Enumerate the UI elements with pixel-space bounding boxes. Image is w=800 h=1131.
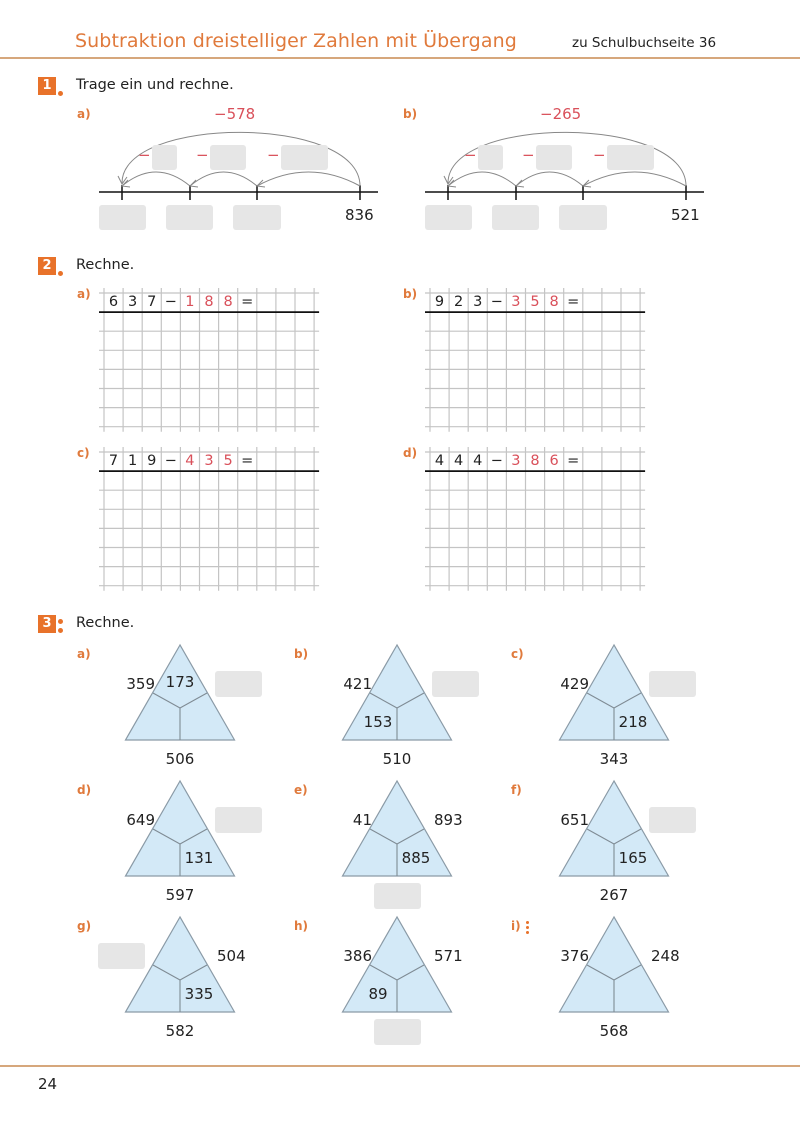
- minus-sign: −: [267, 146, 280, 164]
- grid-cell-value: 4: [453, 453, 464, 469]
- grid-cell-value: 8: [204, 294, 214, 310]
- difficulty-dot-icon: [58, 271, 63, 276]
- grid-cell-value: 3: [204, 453, 214, 469]
- task-number-badge: 2: [38, 257, 56, 275]
- grid-cell-value: 5: [530, 294, 540, 310]
- subtask-label: g): [77, 919, 92, 933]
- answer-input-box[interactable]: [215, 807, 262, 833]
- grid-cell-value: 3: [127, 294, 138, 310]
- right-outer-number: 571: [434, 947, 463, 965]
- right-outer-number: 893: [434, 811, 463, 829]
- difficulty-dot-icon: [526, 931, 529, 934]
- number-triangle: [554, 917, 674, 1017]
- start-value: 836: [345, 206, 374, 224]
- result-input-box[interactable]: [425, 205, 472, 230]
- bottom-outer-number: 582: [165, 1022, 195, 1040]
- grid-cell-value: 4: [185, 453, 195, 469]
- bottom-outer-number: 506: [165, 750, 195, 768]
- difficulty-dot-icon: [58, 91, 63, 96]
- grid-cell-value: 6: [549, 453, 559, 469]
- answer-input-box[interactable]: [374, 883, 421, 909]
- bottom-left-inner-number: 153: [363, 713, 393, 731]
- grid-cell-value: 7: [147, 294, 157, 310]
- grid-cell-value: 3: [473, 294, 483, 310]
- subtask-label: e): [294, 783, 308, 797]
- difficulty-dot-icon: [58, 619, 63, 624]
- start-value: 521: [671, 206, 700, 224]
- grid-cell-value: 8: [530, 453, 540, 469]
- subtask-label: b): [403, 287, 418, 301]
- task-instruction: Rechne.: [76, 257, 135, 273]
- grid-cell-value: −: [164, 453, 177, 469]
- result-input-box[interactable]: [559, 205, 607, 230]
- subtask-label: h): [294, 919, 309, 933]
- left-outer-number: 376: [560, 947, 589, 965]
- subtask-label: i): [511, 919, 521, 933]
- grid-cell-value: 3: [511, 453, 521, 469]
- answer-input-box[interactable]: [215, 671, 262, 697]
- answer-input-box[interactable]: [649, 807, 696, 833]
- bottom-outer-number: 597: [165, 886, 195, 904]
- bottom-right-inner-number: 131: [184, 849, 214, 867]
- subtask-label: b): [403, 107, 418, 121]
- task-number-badge: 3: [38, 615, 56, 633]
- result-input-box[interactable]: [166, 205, 213, 230]
- grid-cell-value: 7: [108, 453, 119, 469]
- task-number-badge: 1: [38, 77, 56, 95]
- top-inner-number: 173: [165, 673, 195, 691]
- grid-cell-value: 1: [127, 453, 138, 469]
- jump-total-label: −265: [540, 105, 582, 123]
- subtask-label: c): [77, 446, 90, 460]
- subtask-label: c): [511, 647, 524, 661]
- result-input-box[interactable]: [233, 205, 281, 230]
- bottom-outer-number: 343: [599, 750, 629, 768]
- difficulty-dot-icon: [58, 628, 63, 633]
- grid-cell-value: −: [490, 453, 503, 469]
- grid-cell-value: 1: [185, 294, 195, 310]
- bottom-outer-number: 568: [599, 1022, 629, 1040]
- left-outer-number: 649: [126, 811, 155, 829]
- minus-sign: −: [138, 146, 151, 164]
- bottom-right-inner-number: 335: [184, 985, 214, 1003]
- grid-cell-value: 2: [453, 294, 464, 310]
- left-outer-number: 386: [343, 947, 372, 965]
- minus-sign: −: [464, 146, 477, 164]
- step-input-box[interactable]: [152, 145, 177, 170]
- answer-input-box[interactable]: [432, 671, 479, 697]
- left-outer-number: 41: [352, 811, 372, 829]
- result-input-box[interactable]: [99, 205, 146, 230]
- grid-cell-value: 8: [549, 294, 559, 310]
- grid-cell-value: 9: [434, 294, 445, 310]
- grid-cell-value: −: [164, 294, 177, 310]
- subtask-label: a): [77, 287, 91, 301]
- grid-cell-value: 4: [473, 453, 483, 469]
- left-outer-number: 429: [560, 675, 589, 693]
- step-input-box[interactable]: [210, 145, 246, 170]
- left-outer-number: 359: [126, 675, 155, 693]
- minus-sign: −: [522, 146, 535, 164]
- difficulty-dot-icon: [526, 926, 529, 929]
- page-number: 24: [38, 1075, 58, 1093]
- subtask-label: a): [77, 647, 91, 661]
- subtask-label: d): [403, 446, 418, 460]
- footer-divider: [0, 1065, 800, 1067]
- header-divider: [0, 57, 800, 59]
- step-input-box[interactable]: [281, 145, 328, 170]
- grid-cell-value: =: [567, 294, 580, 310]
- bottom-left-inner-number: 89: [368, 985, 388, 1003]
- step-input-box[interactable]: [607, 145, 654, 170]
- grid-cell-value: =: [567, 453, 580, 469]
- answer-input-box[interactable]: [98, 943, 145, 969]
- minus-sign: −: [593, 146, 606, 164]
- number-triangle: [337, 917, 457, 1017]
- bottom-outer-number: 267: [599, 886, 629, 904]
- subtask-label: a): [77, 107, 91, 121]
- minus-sign: −: [196, 146, 209, 164]
- answer-input-box[interactable]: [649, 671, 696, 697]
- step-input-box[interactable]: [536, 145, 572, 170]
- jump-total-label: −578: [214, 105, 256, 123]
- left-outer-number: 651: [560, 811, 589, 829]
- right-outer-number: 504: [217, 947, 246, 965]
- subtask-label: d): [77, 783, 92, 797]
- bottom-right-inner-number: 885: [401, 849, 431, 867]
- bottom-right-inner-number: 165: [618, 849, 648, 867]
- grid-cell-value: 4: [434, 453, 445, 469]
- bottom-outer-number: 510: [382, 750, 412, 768]
- right-outer-number: 248: [651, 947, 680, 965]
- grid-cell-value: −: [490, 294, 503, 310]
- left-outer-number: 421: [343, 675, 372, 693]
- textbook-reference: zu Schulbuchseite 36: [572, 35, 717, 51]
- subtask-label: f): [511, 783, 522, 797]
- grid-cell-value: =: [241, 453, 254, 469]
- grid-cell-value: 5: [223, 453, 233, 469]
- grid-cell-value: 9: [147, 453, 157, 469]
- bottom-right-inner-number: 218: [618, 713, 648, 731]
- difficulty-dot-icon: [526, 921, 529, 924]
- task-instruction: Trage ein und rechne.: [76, 77, 234, 93]
- subtask-label: b): [294, 647, 309, 661]
- task-instruction: Rechne.: [76, 615, 135, 631]
- answer-input-box[interactable]: [374, 1019, 421, 1045]
- result-input-box[interactable]: [492, 205, 539, 230]
- grid-cell-value: 3: [511, 294, 521, 310]
- grid-cell-value: 6: [108, 294, 119, 310]
- grid-cell-value: 8: [223, 294, 233, 310]
- grid-cell-value: =: [241, 294, 254, 310]
- step-input-box[interactable]: [478, 145, 503, 170]
- page-title: Subtraktion dreistelliger Zahlen mit Übergang: [75, 30, 517, 52]
- number-triangle: [337, 781, 457, 881]
